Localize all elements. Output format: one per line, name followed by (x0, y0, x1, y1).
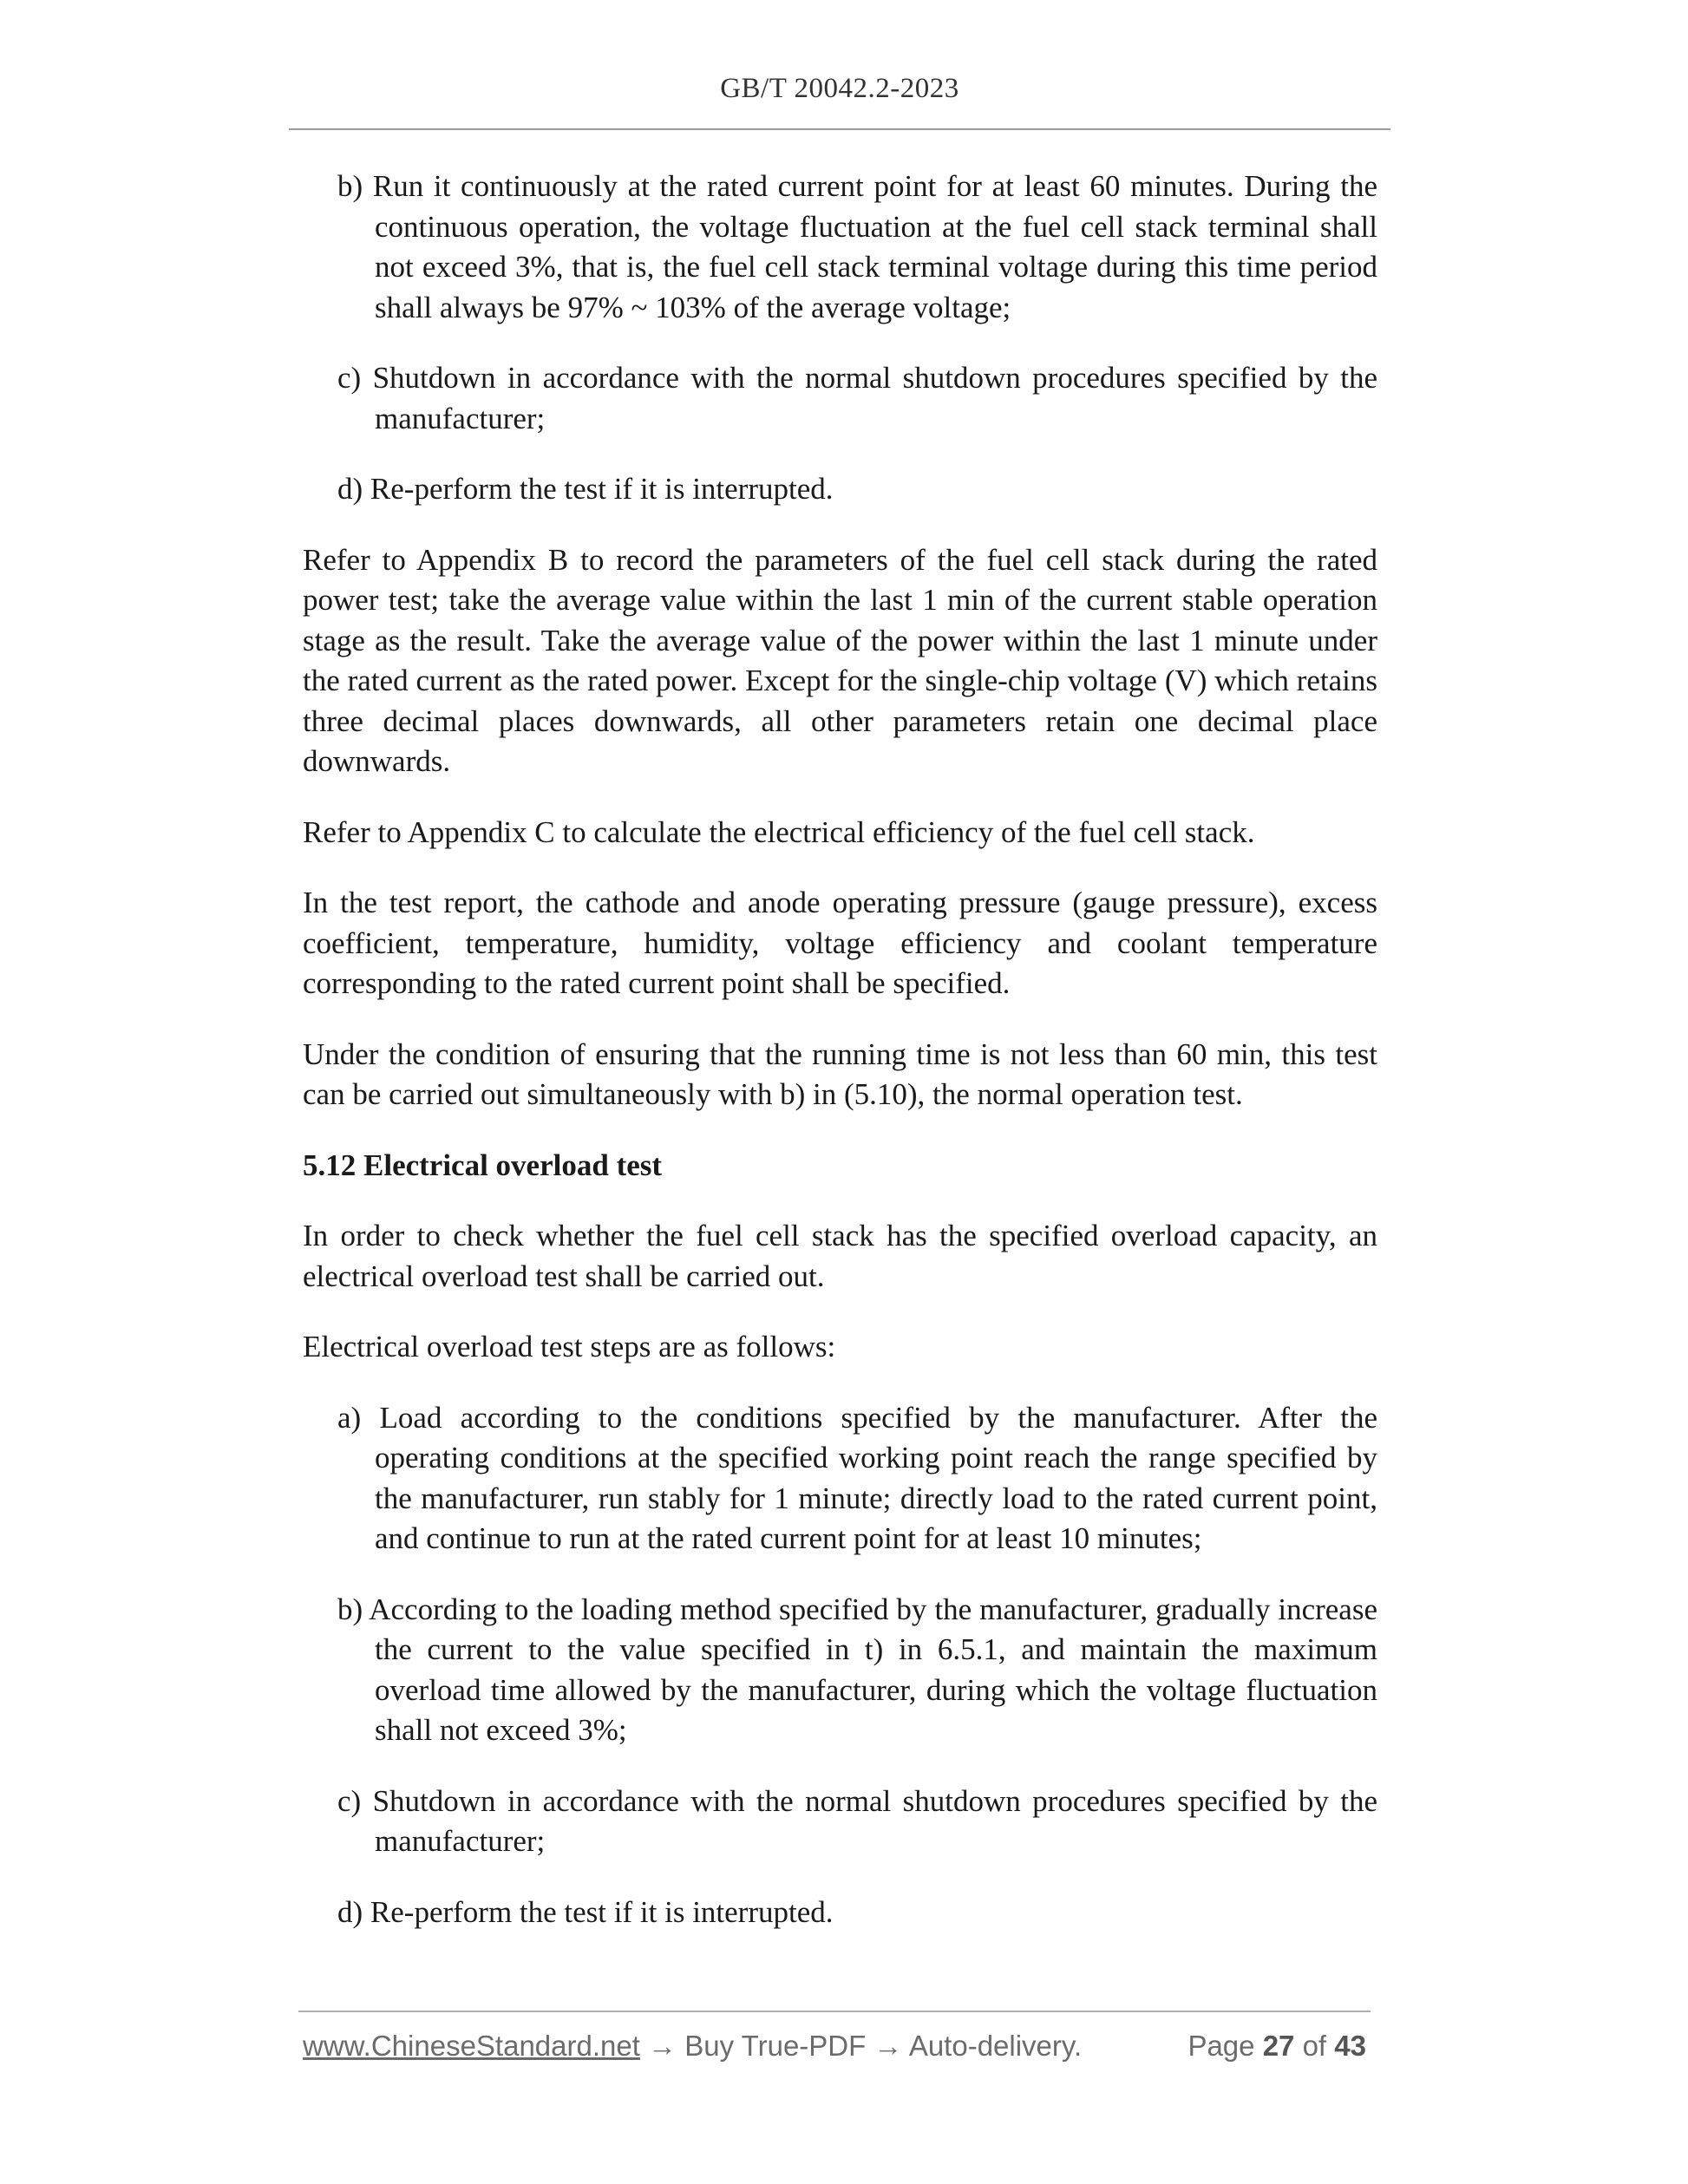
footer-promo (303, 2030, 1082, 2063)
page-total: 43 (1334, 2030, 1366, 2062)
paragraph-appendix-c: Refer to Appendix C to calculate the electrical efficiency of the fuel cell stack. (303, 814, 1255, 849)
page-label: Page (1187, 2030, 1255, 2062)
paragraph-test-report: In the test report, the cathode and anode operating pressure (gauge pressure), excess coefficient, temperature, humidity, voltage efficiency and coolant temperature corresponding to the rated current point shall be specified. (303, 886, 1377, 1000)
list-item-overload-step-d: d) Re-perform the test if it is interrupted. (337, 1894, 834, 1929)
paragraph-steps-intro: Electrical overload test steps are as follows: (303, 1330, 836, 1363)
list-item-step-b: b) Run it continuously at the rated current point for at least 60 minutes. During the continuous operation, the voltage fluctuation at the fuel cell stack terminal shall not exceed 3%, that is, the fuel cell stack terminal voltage during this time period shall always be 97% ~ 103% of the average voltage; (337, 169, 1377, 324)
list-item-step-c: c) Shutdown in accordance with the normal shutdown procedures specified by the manufacturer; (337, 361, 1377, 435)
page-number (1187, 2030, 1366, 2063)
list-item-overload-step-a: a) Load according to the conditions specified by the manufacturer. After the operating conditions at the specified working point reach the range specified by the manufacturer, run stably for 1 minute; directly load to the rated current point, and continue to run at the rated current point for at least 10 minutes; (337, 1400, 1377, 1555)
list-item-overload-step-c: c) Shutdown in accordance with the normal shutdown procedures specified by the manufacturer; (337, 1783, 1377, 1858)
footer-divider (298, 2011, 1371, 2012)
paragraph-overload-intro: In order to check whether the fuel cell stack has the specified overload capacity, an electrical overload test shall be carried out. (303, 1219, 1377, 1293)
page-current: 27 (1262, 2030, 1295, 2062)
footer-promo-text: → Buy True-PDF → Auto-delivery. (639, 2030, 1083, 2062)
document-body (303, 167, 1377, 1963)
header-divider (289, 128, 1390, 130)
list-item-overload-step-b: b) According to the loading method specified by the manufacturer, gradually increase the current to the value specified in t) in 6.5.1, and maintain the maximum overload time allowed by the manufacturer, during which the voltage fluctuation shall not exceed 3%; (337, 1592, 1377, 1747)
page-of-label: of (1302, 2030, 1327, 2062)
section-heading-5-12: 5.12 Electrical overload test (303, 1148, 663, 1182)
page-footer (303, 2030, 1371, 2068)
document-header-code: GB/T 20042.2-2023 (720, 73, 959, 104)
paragraph-running-time: Under the condition of ensuring that the running time is not less than 60 min, this test can be carried out simultaneously with b) in (5.10), the normal operation test. (303, 1036, 1377, 1111)
list-item-step-d: d) Re-perform the test if it is interrupted. (337, 472, 834, 506)
paragraph-appendix-b: Refer to Appendix B to record the parameters of the fuel cell stack during the rated power test; take the average value within the last 1 min of the current stable operation stage as the result. Take the average value of the power within the last 1 minute under the rated current as the rated power. Except for the single-chip voltage (V) which retains three decimal places downwards, all other parameters retain one decimal place downwards. (303, 542, 1377, 778)
chinesestandard-link[interactable]: www.ChineseStandard.net (303, 2030, 640, 2062)
